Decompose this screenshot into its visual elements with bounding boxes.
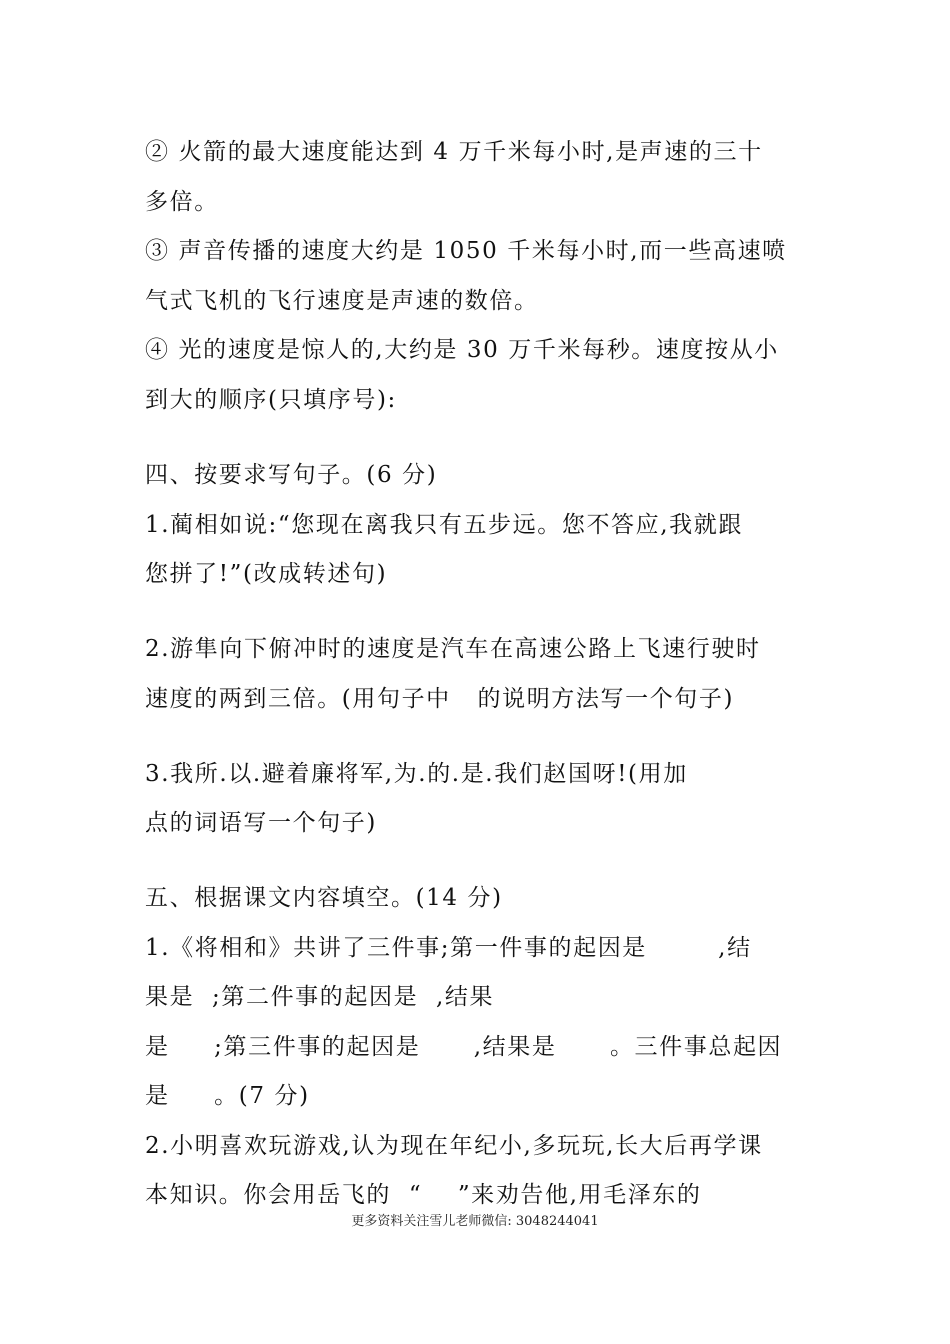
text-line-10: 2.游隼向下俯冲时的速度是汽车在高速公路上飞速行驶时 bbox=[145, 636, 761, 662]
footer-note: 更多资料关注雪儿老师微信: 3048244041 bbox=[351, 1214, 599, 1229]
text-line-12: 3.我所.以.避着廉将军,为.的.是.我们赵国呀!(用加 bbox=[145, 761, 688, 787]
text-line-13: 点的词语写一个句子) bbox=[145, 810, 377, 836]
text-line-1: ② 火箭的最大速度能达到 4 万千米每小时,是声速的三十 bbox=[145, 139, 763, 165]
text-line-8: 1.蔺相如说:“您现在离我只有五步远。您不答应,我就跟 bbox=[145, 512, 743, 538]
text-line-9: 您拼了!”(改成转述句) bbox=[145, 561, 388, 587]
text-line-5: ④ 光的速度是惊人的,大约是 30 万千米每秒。速度按从小 bbox=[145, 337, 779, 363]
text-line-6: 到大的顺序(只填序号): bbox=[145, 387, 397, 413]
text-line-3: ③ 声音传播的速度大约是 1050 千米每小时,而一些高速喷 bbox=[145, 238, 787, 264]
text-line-17: 是 ;第三件事的起因是 ,结果是 。三件事总起因 bbox=[145, 1034, 783, 1060]
section-heading-5: 五、根据课文内容填空。(14 分) bbox=[145, 885, 503, 911]
text-line-11: 速度的两到三倍。(用句子中 的说明方法写一个句子) bbox=[145, 686, 735, 712]
text-line-16: 果是 ;第二件事的起因是 ,结果 bbox=[145, 984, 495, 1010]
text-line-20: 本知识。你会用岳飞的 “ ”来劝告他,用毛泽东的 bbox=[145, 1182, 702, 1208]
text-line-2: 多倍。 bbox=[145, 189, 219, 215]
text-line-4: 气式飞机的飞行速度是声速的数倍。 bbox=[145, 288, 539, 314]
text-line-18: 是 。(7 分) bbox=[145, 1083, 310, 1109]
text-line-15: 1.《将相和》共讲了三件事;第一件事的起因是 ,结 bbox=[145, 935, 752, 961]
section-heading-4: 四、按要求写句子。(6 分) bbox=[145, 462, 438, 488]
text-line-19: 2.小明喜欢玩游戏,认为现在年纪小,多玩玩,长大后再学课 bbox=[145, 1133, 763, 1159]
